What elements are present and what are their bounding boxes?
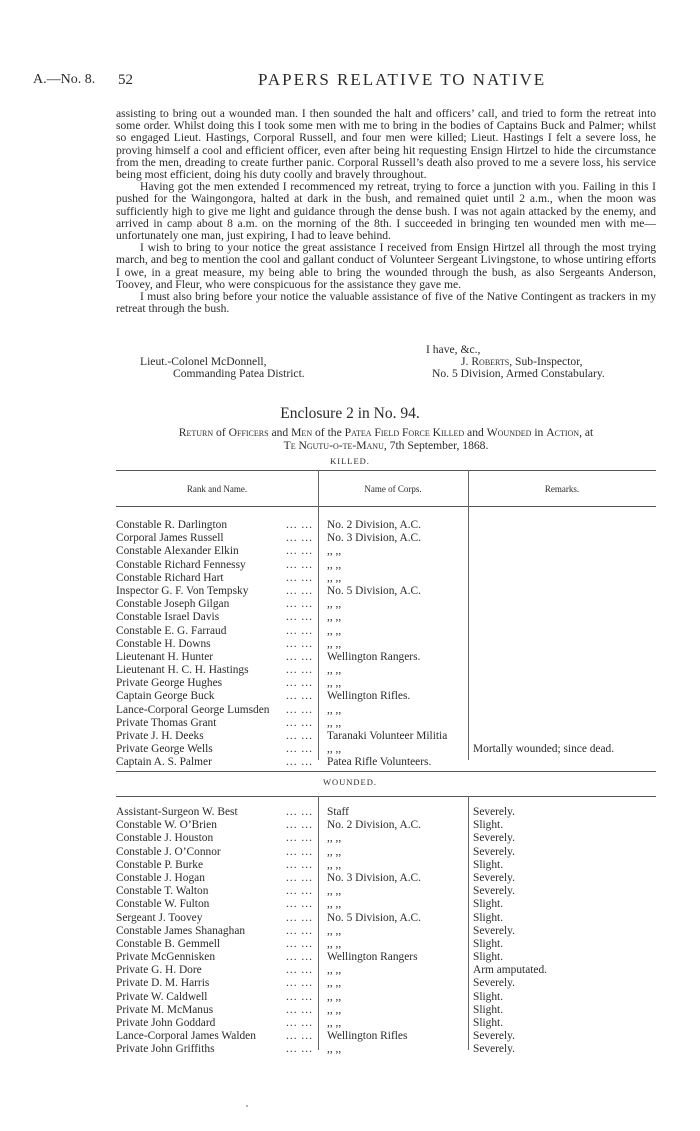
rank-name-header: Rank and Name. (186, 484, 248, 494)
rank-name-cell: Constable R. Darlington (116, 519, 228, 531)
rank-name-cell: Corporal James Russell (116, 532, 224, 545)
table-row (116, 572, 656, 585)
leader-dots: ... ... (286, 703, 313, 716)
leader-dots: ... ... (286, 885, 313, 898)
remarks-cell: Severely. (473, 1030, 515, 1043)
corps-cell: ,, ,, (327, 898, 342, 911)
corps-cell: No. 2 Division, A.C. (327, 519, 421, 531)
page-header (0, 72, 700, 92)
leader-dots: ... ... (286, 819, 313, 832)
leader-dots: ... ... (286, 871, 313, 884)
leader-dots: ... ... (286, 845, 313, 858)
print-speck (246, 1105, 248, 1107)
table-row (116, 559, 656, 572)
table-row (116, 545, 656, 558)
table-row (116, 951, 656, 964)
table-row (116, 872, 656, 885)
corps-cell: ,, ,, (327, 924, 342, 937)
closing: I have, &c., (426, 343, 481, 356)
table-row (116, 532, 656, 545)
table-row (116, 690, 656, 703)
rank-name-cell: Private M. McManus (116, 1003, 214, 1016)
remarks-cell: Severely. (473, 1043, 515, 1056)
rank-name-cell: Assistant-Surgeon W. Best (116, 806, 238, 818)
table-row (116, 585, 656, 598)
rank-name-cell: Private W. Caldwell (116, 990, 208, 1003)
corps-cell: ,, ,, (327, 845, 342, 858)
leader-dots: ... ... (286, 664, 313, 677)
rank-name-cell: Constable E. G. Farraud (116, 624, 227, 637)
corps-cell: Taranaki Volunteer Militia (327, 730, 448, 742)
corps-cell: ,, ,, (327, 964, 342, 977)
rank-name-cell: Constable W. Fulton (116, 898, 210, 911)
table-row (116, 938, 656, 951)
leader-dots: ... ... (286, 743, 313, 756)
table-row (116, 651, 656, 664)
rank-name-cell: Constable T. Walton (116, 885, 209, 898)
table-row (116, 717, 656, 730)
rank-name-cell: Private John Goddard (116, 1017, 216, 1029)
table-row (116, 859, 656, 872)
document-reference: A.—No. 8. (33, 72, 96, 87)
letter-body (116, 108, 656, 315)
addressee: Lieut.-Colonel McDonnell, (140, 355, 267, 368)
rank-name-cell: Private John Griffiths (116, 1043, 215, 1056)
paragraph: I must also bring before your notice the valuable assistance of five of the Native Contingent as trackers in my retreat through the bush. (116, 290, 656, 316)
remarks-header: Remarks. (544, 484, 580, 494)
leader-dots: ... ... (286, 1030, 313, 1043)
leader-dots: ... ... (286, 650, 313, 663)
corps-cell: ,, ,, (327, 1017, 342, 1029)
leader-dots: ... ... (286, 624, 313, 637)
rank-name-cell: Constable H. Downs (116, 637, 211, 650)
killed-label: KILLED. (330, 456, 370, 466)
table-row (116, 912, 656, 925)
corps-cell: ,, ,, (327, 743, 342, 756)
leader-dots: ... ... (286, 832, 313, 845)
rank-name-cell: Constable J. Houston (116, 832, 214, 845)
rank-name-cell: Constable W. O’Brien (116, 819, 217, 832)
corps-cell: ,, ,, (327, 703, 342, 716)
corps-cell: ,, ,, (327, 611, 342, 624)
corps-cell: Wellington Rifles. (327, 690, 411, 703)
leader-dots: ... ... (286, 584, 313, 597)
leader-dots: ... ... (286, 911, 313, 924)
remarks-cell: Severely. (473, 832, 515, 845)
leader-dots: ... ... (286, 964, 313, 977)
corps-cell: No. 5 Division, A.C. (327, 911, 421, 924)
table-rule (116, 506, 656, 507)
rank-name-cell: Constable James Shanaghan (116, 924, 246, 937)
enclosure-title: Enclosure 2 in No. 94. (280, 405, 420, 422)
page-number: 52 (118, 72, 133, 88)
table-row (116, 898, 656, 911)
remarks-cell: Slight. (473, 819, 504, 832)
rank-name-cell: Constable Alexander Elkin (116, 545, 239, 558)
remarks-cell: Severely. (473, 845, 515, 858)
corps-cell: No. 3 Division, A.C. (327, 871, 421, 884)
table-row (116, 638, 656, 651)
rank-name-cell: Private D. M. Harris (116, 977, 210, 990)
corps-cell: Wellington Rifles (327, 1030, 408, 1043)
table-rule (116, 796, 656, 797)
killed-table (116, 519, 656, 770)
table-row (116, 598, 656, 611)
table-row (116, 1030, 656, 1043)
remarks-cell: Slight. (473, 951, 504, 964)
leader-dots: ... ... (286, 730, 313, 742)
rank-name-cell: Lance-Corporal George Lumsden (116, 703, 270, 716)
leader-dots: ... ... (286, 571, 313, 584)
table-row (116, 519, 656, 532)
wounded-table (116, 806, 656, 1057)
rank-name-cell: Inspector G. F. Von Tempsky (116, 584, 249, 597)
table-rule (116, 470, 656, 471)
table-row (116, 806, 656, 819)
table-row (116, 1043, 656, 1056)
table-row (116, 819, 656, 832)
table-row (116, 730, 656, 743)
leader-dots: ... ... (286, 977, 313, 990)
corps-cell: No. 2 Division, A.C. (327, 819, 421, 832)
corps-cell: ,, ,, (327, 1003, 342, 1016)
rank-name-cell: Constable Richard Hart (116, 571, 224, 584)
signer: J. Roberts, Sub-Inspector, (461, 355, 583, 368)
remarks-cell: Severely. (473, 871, 515, 884)
remarks-cell: Slight. (473, 937, 504, 950)
rank-name-cell: Constable P. Burke (116, 858, 204, 871)
leader-dots: ... ... (286, 677, 313, 690)
leader-dots: ... ... (286, 690, 313, 703)
corps-cell: ,, ,, (327, 716, 342, 729)
leader-dots: ... ... (286, 519, 313, 531)
remarks-cell: Slight. (473, 1017, 504, 1029)
leader-dots: ... ... (286, 806, 313, 818)
rank-name-cell: Constable Richard Fennessy (116, 558, 246, 571)
rank-name-cell: Captain A. S. Palmer (116, 756, 212, 769)
leader-dots: ... ... (286, 598, 313, 611)
leader-dots: ... ... (286, 990, 313, 1003)
remarks-cell: Arm amputated. (473, 964, 548, 977)
corps-cell: ,, ,, (327, 558, 342, 571)
corps-cell: Wellington Rangers. (327, 650, 421, 663)
leader-dots: ... ... (286, 858, 313, 871)
leader-dots: ... ... (286, 637, 313, 650)
table-row (116, 885, 656, 898)
rank-name-cell: Lance-Corporal James Walden (116, 1030, 256, 1043)
addressee-title: Commanding Patea District. (173, 367, 305, 380)
remarks-cell: Severely. (473, 806, 515, 818)
table-row (116, 743, 656, 756)
table-row (116, 756, 656, 769)
remarks-cell: Severely. (473, 924, 515, 937)
corps-cell: ,, ,, (327, 664, 342, 677)
corps-cell: ,, ,, (327, 571, 342, 584)
leader-dots: ... ... (286, 756, 313, 769)
corps-cell: ,, ,, (327, 937, 342, 950)
leader-dots: ... ... (286, 716, 313, 729)
rank-name-cell: Private Thomas Grant (116, 716, 217, 729)
leader-dots: ... ... (286, 1003, 313, 1016)
rank-name-cell: Lieutenant H. Hunter (116, 650, 214, 663)
rank-name-cell: Lieutenant H. C. H. Hastings (116, 664, 249, 677)
rank-name-cell: Constable J. Hogan (116, 871, 205, 884)
remarks-cell: Slight. (473, 911, 504, 924)
table-row (116, 704, 656, 717)
table-row (116, 846, 656, 859)
corps-cell: ,, ,, (327, 977, 342, 990)
table-row (116, 664, 656, 677)
table-row (116, 625, 656, 638)
leader-dots: ... ... (286, 898, 313, 911)
table-row (116, 611, 656, 624)
corps-cell: ,, ,, (327, 1043, 342, 1056)
table-row (116, 977, 656, 990)
remarks-cell: Severely. (473, 977, 515, 990)
paragraph: I wish to bring to your notice the great assistance I received from Ensign Hirtzel all through the most trying march, and beg to mention the cool and gallant conduct of Volunteer Sergeant Livingstone, to whose untiring efforts I owe, in a great measure, my being able to bring the wounded through the bush, as also Sergeants Anderson, Toovey, and Fleur, who were conspicuous for the assistance they gave me. (116, 241, 656, 291)
corps-cell: ,, ,, (327, 990, 342, 1003)
corps-cell: ,, ,, (327, 545, 342, 558)
corps-cell: Staff (327, 806, 349, 818)
corps-cell: ,, ,, (327, 832, 342, 845)
corps-cell: No. 5 Division, A.C. (327, 584, 421, 597)
remarks-cell: Severely. (473, 885, 515, 898)
corps-cell: ,, ,, (327, 637, 342, 650)
leader-dots: ... ... (286, 558, 313, 571)
return-title: Return of Officers and Men of the Patea Field Force Killed and Wounded in Action, at Te Ngutu-o-te-Manu, 7th September, 1868. (178, 426, 594, 452)
table-row (116, 991, 656, 1004)
corps-cell: ,, ,, (327, 624, 342, 637)
running-title: PAPERS RELATIVE TO NATIVE (258, 70, 547, 89)
table-row (116, 964, 656, 977)
table-row (116, 832, 656, 845)
leader-dots: ... ... (286, 611, 313, 624)
paragraph: Having got the men extended I recommenced my retreat, trying to force a junction with you. Failing in this I pushed for the Waingongora, halted at dark in the bush, and remained quiet until 2 a.m., when the moon was sufficiently high to give me light and guidance through the dense bush. I was not again attacked by the enemy, and arrived in camp about 8 a.m. on the morning of the 8th. I succeeded in bringing ten wounded men with me—unfortunately one man, just expiring, I had to leave behind. (116, 180, 656, 243)
corps-cell: ,, ,, (327, 677, 342, 690)
wounded-label: WOUNDED. (322, 777, 378, 787)
rank-name-cell: Constable J. O’Connor (116, 845, 221, 858)
rank-name-cell: Private George Wells (116, 743, 213, 756)
table-rule (116, 771, 656, 772)
corps-cell: No. 3 Division, A.C. (327, 532, 421, 545)
leader-dots: ... ... (286, 924, 313, 937)
remarks-cell: Slight. (473, 858, 504, 871)
corps-cell: ,, ,, (327, 885, 342, 898)
rank-name-cell: Private George Hughes (116, 677, 223, 690)
signer-unit: No. 5 Division, Armed Constabulary. (432, 367, 605, 380)
leader-dots: ... ... (286, 937, 313, 950)
leader-dots: ... ... (286, 532, 313, 545)
corps-cell: Wellington Rangers (327, 951, 418, 964)
remarks-cell: Slight. (473, 990, 504, 1003)
rank-name-cell: Private McGennisken (116, 951, 216, 964)
corps-cell: ,, ,, (327, 598, 342, 611)
rank-name-cell: Constable Israel Davis (116, 611, 220, 624)
table-row (116, 1017, 656, 1030)
leader-dots: ... ... (286, 545, 313, 558)
rank-name-cell: Sergeant J. Toovey (116, 911, 203, 924)
table-row (116, 925, 656, 938)
leader-dots: ... ... (286, 1043, 313, 1056)
rank-name-cell: Constable Joseph Gilgan (116, 598, 230, 611)
corps-cell: Patea Rifle Volunteers. (327, 756, 432, 769)
signature-line-3 (116, 367, 656, 380)
leader-dots: ... ... (286, 1017, 313, 1029)
leader-dots: ... ... (286, 951, 313, 964)
paragraph: assisting to bring out a wounded man. I then sounded the halt and officers’ call, and tried to form the retreat into some order. Whilst doing this I took some men with me to bring in the bodies of Captains Buck and Palmer; whilst so engaged Lieut. Hastings, Corporal Russell, and four men were killed; Lieut. Hastings I felt a severe loss, he proving himself a cool and efficient officer, even after being hit requesting Ensign Hirtzel to hide the circumstance from the men, dreading to create further panic. Corporal Russell’s death also proved to me a severe loss, his service being most efficient, doing his duty coolly and bravely throughout. (116, 107, 656, 182)
table-row (116, 677, 656, 690)
remarks-cell: Slight. (473, 898, 504, 911)
table-row (116, 1004, 656, 1017)
rank-name-cell: Captain George Buck (116, 690, 215, 703)
rank-name-cell: Constable B. Gemmell (116, 937, 221, 950)
corps-cell: ,, ,, (327, 858, 342, 871)
remarks-cell: Mortally wounded; since dead. (473, 743, 615, 756)
corps-header: Name of Corps. (364, 484, 422, 494)
rank-name-cell: Private J. H. Deeks (116, 730, 204, 742)
remarks-cell: Slight. (473, 1003, 504, 1016)
rank-name-cell: Private G. H. Dore (116, 964, 202, 977)
